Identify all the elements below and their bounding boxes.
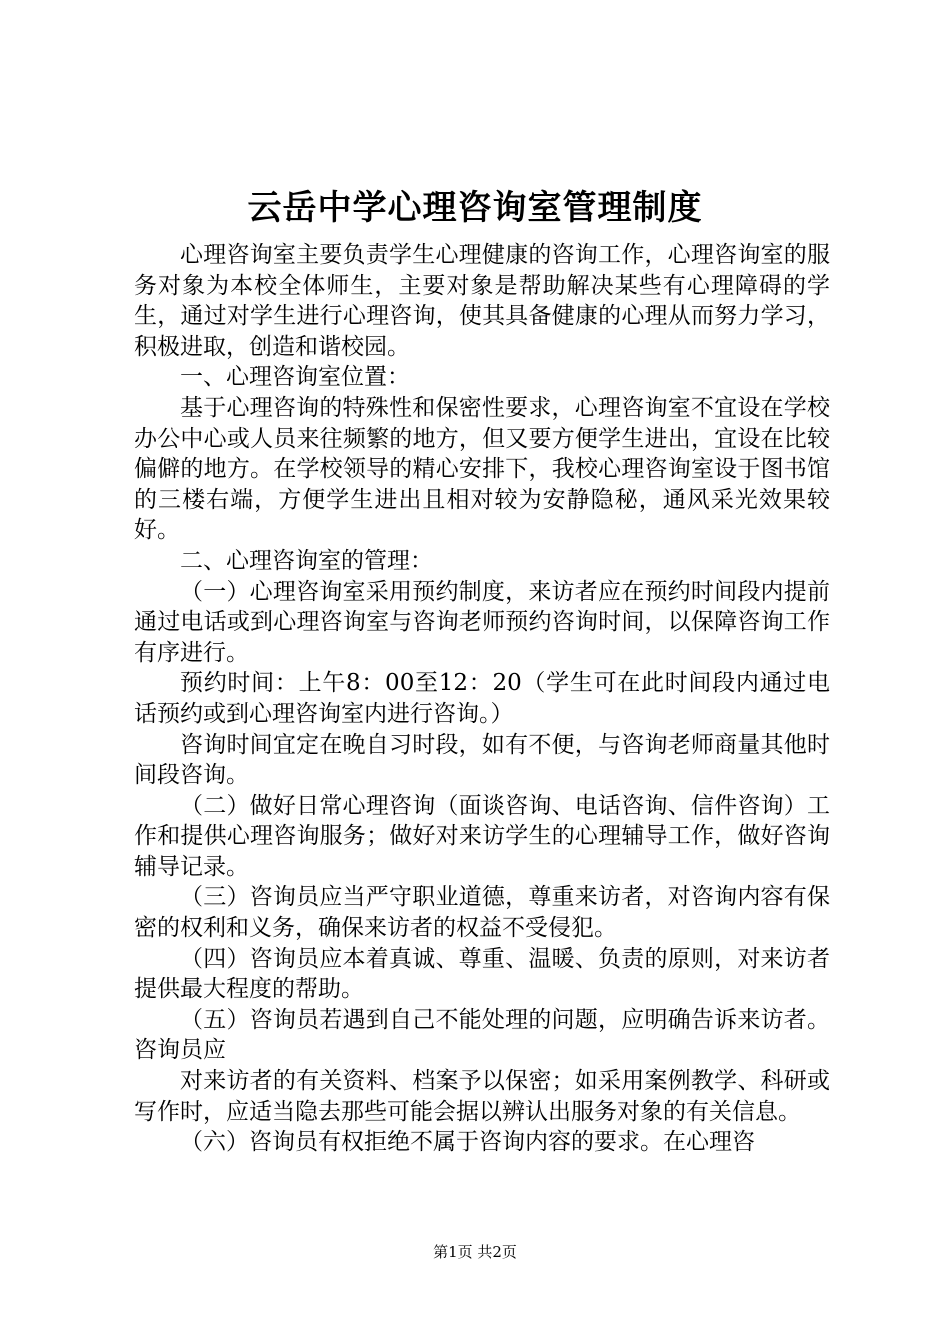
page-title: 云岳中学心理咨询室管理制度 xyxy=(247,188,703,228)
paragraph-intro: 心理咨询室主要负责学生心理健康的咨询工作，心理咨询室的服务对象为本校全体师生，主要对象是帮助解决某些有心理障碍的学生，通过对学生进行心理咨询，使其具备健康的心理从而努力学习，积极进取，创造和谐校园。 xyxy=(134,242,830,360)
paragraph-rule-5: （五）咨询员若遇到自己不能处理的问题，应明确告诉来访者。咨询员应 xyxy=(134,1006,830,1064)
page-indicator: 第1页 共2页 xyxy=(433,1243,517,1261)
paragraph-appointment-time: 预约时间：上午8：00至12：20（学生可在此时间段内通过电话预约或到心理咨询室内进行咨询。） xyxy=(134,670,830,727)
page-footer xyxy=(0,1242,950,1262)
paragraph-rule-3: （三）咨询员应当严守职业道德，尊重来访者，对咨询内容有保密的权利和义务，确保来访者的权益不受侵犯。 xyxy=(134,884,830,942)
section-heading-location: 一、心理咨询室位置： xyxy=(180,364,410,391)
document-body xyxy=(134,240,830,1158)
paragraph-rule-4: （四）咨询员应本着真诚、尊重、温暖、负责的原则，对来访者提供最大程度的帮助。 xyxy=(134,945,830,1003)
paragraph-consult-time: 咨询时间宜定在晚自习时段，如有不便，与咨询老师商量其他时间段咨询。 xyxy=(134,731,830,789)
paragraph-rule-5-continued: 对来访者的有关资料、档案予以保密；如采用案例教学、科研或写作时，应适当隐去那些可能会据以辨认出服务对象的有关信息。 xyxy=(134,1068,830,1125)
paragraph-rule-2: （二）做好日常心理咨询（面谈咨询、电话咨询、信件咨询）工作和提供心理咨询服务；做好对来访学生的心理辅导工作，做好咨询辅导记录。 xyxy=(134,792,830,880)
paragraph-rule-1: （一）心理咨询室采用预约制度，来访者应在预约时间段内提前通过电话或到心理咨询室与咨询老师预约咨询时间，以保障咨询工作有序进行。 xyxy=(134,578,830,666)
paragraph-location: 基于心理咨询的特殊性和保密性要求，心理咨询室不宜设在学校办公中心或人员来往频繁的地方，但又要方便学生进出，宜设在比较偏僻的地方。在学校领导的精心安排下，我校心理咨询室设于图书馆的三楼右端，方便学生进出且相对较为安静隐秘，通风采光效果较好。 xyxy=(134,394,830,544)
section-heading-management: 二、心理咨询室的管理： xyxy=(180,547,433,574)
paragraph-rule-6: （六）咨询员有权拒绝不属于咨询内容的要求。在心理咨 xyxy=(180,1129,755,1156)
